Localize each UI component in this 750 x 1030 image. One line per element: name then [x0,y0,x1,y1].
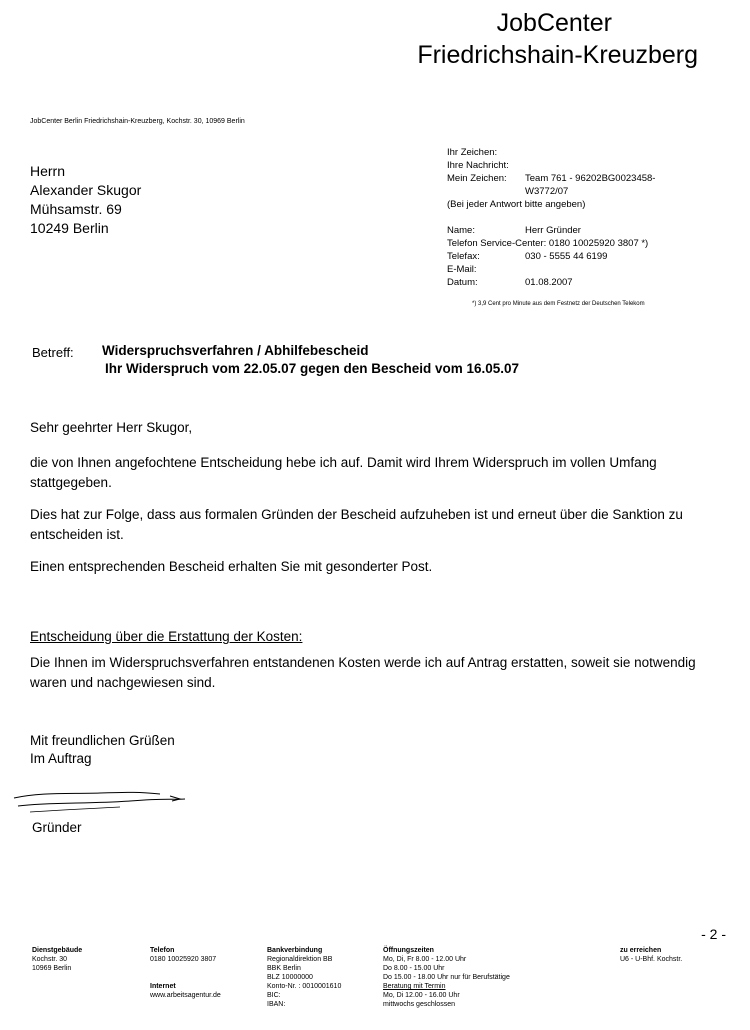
footer-building-city: 10969 Berlin [32,965,72,972]
footer-reach-label: zu erreichen [620,947,662,954]
subject-label: Betreff: [32,345,74,360]
sender-address-line: JobCenter Berlin Friedrichshain-Kreuzberg, Kochstr. 30, 10969 Berlin [30,118,245,125]
phone-line: Telefon Service-Center: 0180 10025920 3807 *) [447,238,649,249]
footer-hours-2: Do 8.00 - 15.00 Uhr [383,965,445,972]
ihr-zeichen-label: Ihr Zeichen: [447,147,498,158]
reference-block [447,146,655,289]
paragraph-consequence: Dies hat zur Folge, dass aus formalen Gründen der Bescheid aufzuheben ist und erneut über die Sanktion zu entscheiden ist. [30,507,683,542]
footer-hours-appointment: Beratung mit Termin [383,983,446,990]
costs-paragraph: Die Ihnen im Widerspruchsverfahren entstandenen Kosten werde ich auf Antrag erstatten, soweit sie notwendig waren und nachgewiesen sind. [30,655,696,690]
footer-phone-value: 0180 10025920 3807 [150,956,217,963]
paragraph-notice: Einen entsprechenden Bescheid erhalten Sie mit gesonderter Post. [30,559,433,574]
footer-bank-konto: Konto-Nr. : 0010001610 [267,983,342,990]
footer-internet-label: Internet [150,983,176,990]
subject [102,342,519,378]
date-row [447,276,655,289]
closing-block [30,732,175,768]
mein-zeichen-label: Mein Zeichen: [447,173,507,184]
fax-label: Telefax: [447,251,480,262]
page-number: - 2 - [701,926,726,942]
reference-note: (Bei jeder Antwort bitte angeben) [447,199,586,210]
footer-bank-iban: IBAN: [267,1001,286,1008]
handwritten-signature [10,788,190,822]
footer-hours-1: Mo, Di, Fr 8.00 - 12.00 Uhr [383,956,467,963]
fax-value: 030 - 5555 44 6199 [525,251,608,262]
footer-hours-4: Mo, Di 12.00 - 16.00 Uhr [383,992,460,999]
phone-footnote: *) 3,9 Cent pro Minute aus dem Festnetz der Deutschen Telekom [472,301,645,307]
letter-salutation: Sehr geehrter Herr Skugor, [30,420,193,435]
recipient-address [30,162,141,238]
footer-internet-value: www.arbeitsagentur.de [150,992,221,999]
date-label: Datum: [447,277,478,288]
email-label: E-Mail: [447,264,477,275]
date-value: 01.08.2007 [525,277,573,288]
name-row [447,224,655,237]
footer-bank-name: Regionaldirektion BB [267,956,333,963]
closing-greeting: Mit freundlichen Grüßen [30,733,175,748]
footer-reach [620,946,682,964]
footer-bank-label: Bankverbindung [267,947,323,954]
recipient-street: Mühsamstr. 69 [30,201,122,217]
footer-hours [383,946,510,1009]
footer-bank-bbk: BBK Berlin [267,965,301,972]
mein-zeichen-row [447,172,655,185]
footer-bank [267,946,341,1009]
subject-line1: Widerspruchsverfahren / Abhilfebescheid [102,343,369,358]
paragraph-decision: die von Ihnen angefochtene Entscheidung hebe ich auf. Damit wird Ihrem Widerspruch im vollen Umfang stattgegeben. [30,455,657,490]
footer-contact [150,946,221,1000]
subject-line2: Ihr Widerspruch vom 22.05.07 gegen den Bescheid vom 16.05.07 [105,361,520,376]
footer-hours-5: mittwochs geschlossen [383,1001,455,1008]
closing-im-auftrag: Im Auftrag [30,751,92,766]
footer-hours-label: Öffnungszeiten [383,947,434,954]
signer-name: Gründer [32,820,82,835]
footer-hours-3: Do 15.00 - 18.00 Uhr nur für Berufstätige [383,974,510,981]
mein-zeichen-value: Team 761 - 96202BG0023458- [525,173,656,184]
recipient-city: 10249 Berlin [30,220,109,236]
name-value: Herr Gründer [525,225,581,236]
mein-zeichen-value-cont: W3772/07 [525,186,569,197]
footer-phone-label: Telefon [150,947,175,954]
footer-building-label: Dienstgebäude [32,947,83,954]
fax-row [447,250,655,263]
footer-building-street: Kochstr. 30 [32,956,68,963]
org-name-line2: Friedrichshain-Kreuzberg [417,41,698,69]
footer-reach-value: U6 - U-Bhf. Kochstr. [620,956,683,963]
recipient-salutation: Herrn [30,163,66,179]
ihre-nachricht-label: Ihre Nachricht: [447,160,509,171]
org-name-line1: JobCenter [496,9,612,37]
footer-bank-bic: BIC: [267,992,281,999]
name-label: Name: [447,225,475,236]
recipient-name: Alexander Skugor [30,182,142,198]
footer-building [32,946,82,973]
costs-heading: Entscheidung über die Erstattung der Kosten: [30,629,303,644]
footer-bank-blz: BLZ 10000000 [267,974,313,981]
